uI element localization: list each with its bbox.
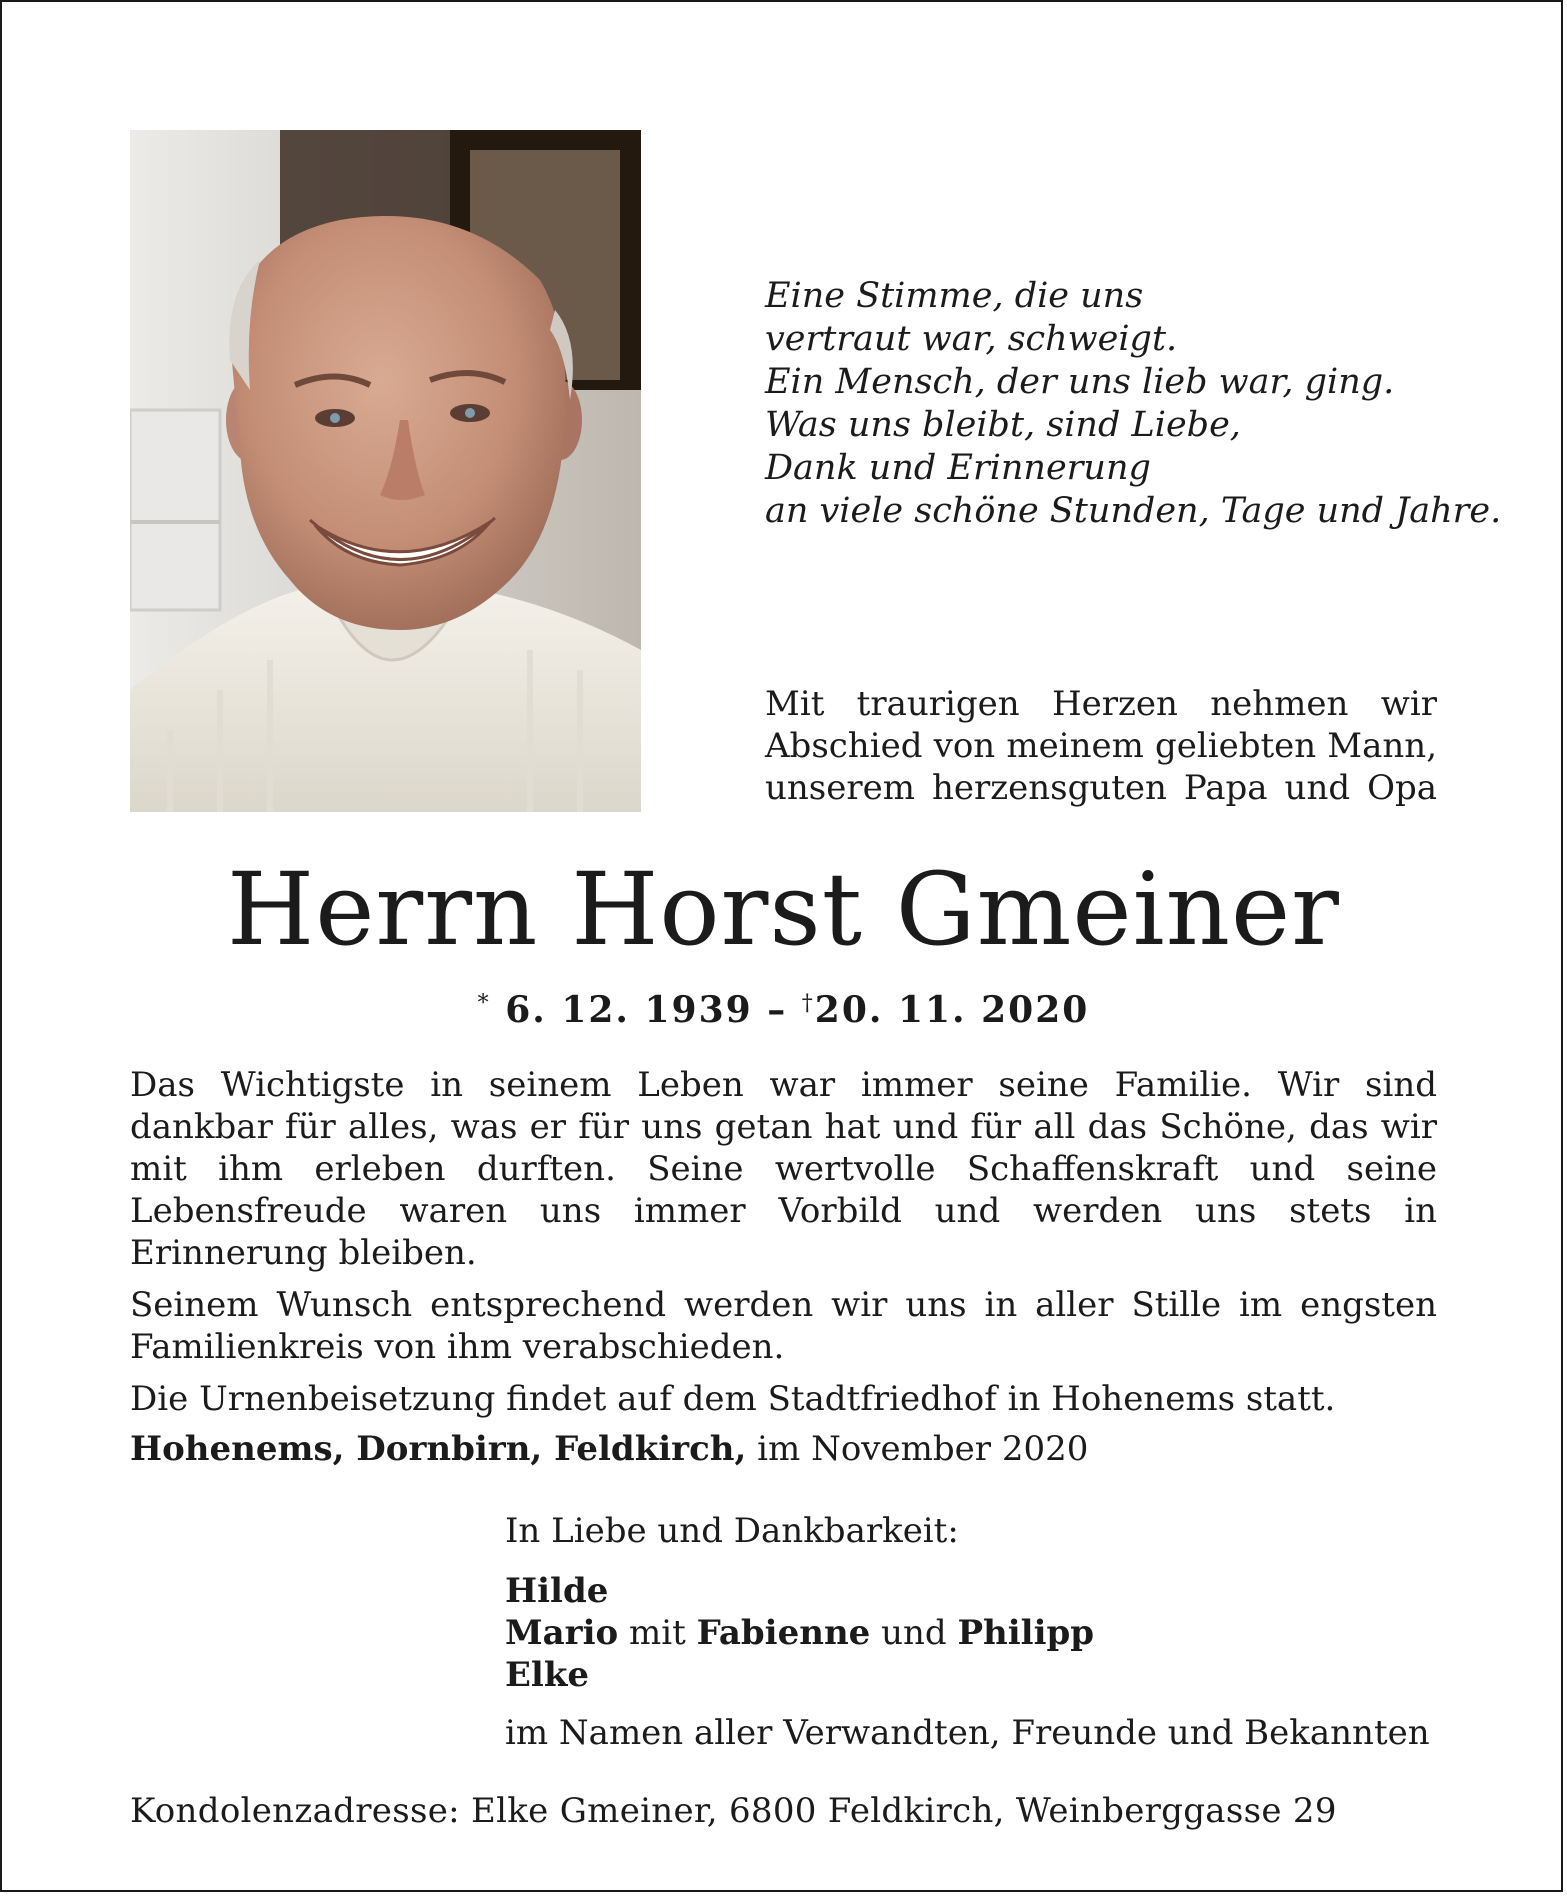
paragraph: Die Urnenbeisetzung findet auf dem Stadtfriedhof in Hohenems statt.	[130, 1379, 1336, 1419]
place-date-line	[130, 1428, 1437, 1470]
mourner-name: Hilde	[505, 1571, 609, 1611]
poem	[765, 275, 1502, 533]
mourner-name: Mario	[505, 1613, 619, 1653]
intro-line: unserem herzensguten Papa und Opa	[765, 768, 1437, 808]
notice-date: im November 2020	[757, 1429, 1089, 1469]
death-date: 20. 11. 2020	[814, 989, 1090, 1031]
life-dates	[0, 982, 1567, 1032]
body-text	[130, 1064, 1437, 1430]
connector-text: und	[881, 1613, 947, 1653]
place-names: Hohenems, Dornbirn, Feldkirch,	[130, 1429, 747, 1469]
intro-line: Mit traurigen Herzen nehmen wir	[765, 684, 1437, 724]
intro-line: Abschied von meinem geliebten Mann,	[765, 726, 1437, 766]
poem-line: Was uns bleibt, sind Liebe,	[765, 405, 1241, 445]
poem-line: Eine Stimme, die uns	[765, 276, 1144, 316]
birth-date: 6. 12. 1939	[505, 989, 753, 1031]
relatives-line: im Namen aller Verwandten, Freunde und Bekannten	[505, 1713, 1430, 1753]
intro-text	[765, 683, 1437, 809]
death-symbol: †	[801, 991, 815, 1016]
signature-heading: In Liebe und Dankbarkeit:	[505, 1511, 959, 1551]
poem-line: Dank und Erinnerung	[765, 448, 1151, 488]
birth-symbol: *	[477, 991, 491, 1016]
poem-line: an viele schöne Stunden, Tage und Jahre.	[765, 491, 1502, 531]
date-separator: –	[767, 989, 788, 1031]
mourner-name: Fabienne	[696, 1613, 871, 1653]
connector-text: mit	[629, 1613, 686, 1653]
paragraph: Das Wichtigste in seinem Leben war immer seine Familie. Wir sind dankbar für alles, was er für uns getan hat und für all das Schöne, das wir mit ihm erleben durften. Seine wertvolle Schaffenskraft und seine Lebensfreude waren uns immer Vorbild und werden uns stets in Erinnerung bleiben.	[130, 1065, 1437, 1273]
portrait-photo	[130, 130, 641, 812]
mourner-name: Philipp	[957, 1613, 1095, 1653]
mourner-names	[505, 1570, 1465, 1696]
condolence-address: Kondolenzadresse: Elke Gmeiner, 6800 Feldkirch, Weinberggasse 29	[130, 1791, 1337, 1831]
poem-line: vertraut war, schweigt.	[765, 319, 1178, 359]
mourner-name: Elke	[505, 1655, 590, 1695]
poem-line: Ein Mensch, der uns lieb war, ging.	[765, 362, 1395, 402]
signature-block	[505, 1510, 1465, 1754]
paragraph: Seinem Wunsch entsprechend werden wir uns in aller Stille im engsten Familienkreis von ihm verabschieden.	[130, 1285, 1437, 1367]
deceased-name: Herrn Horst Gmeiner	[227, 851, 1340, 968]
